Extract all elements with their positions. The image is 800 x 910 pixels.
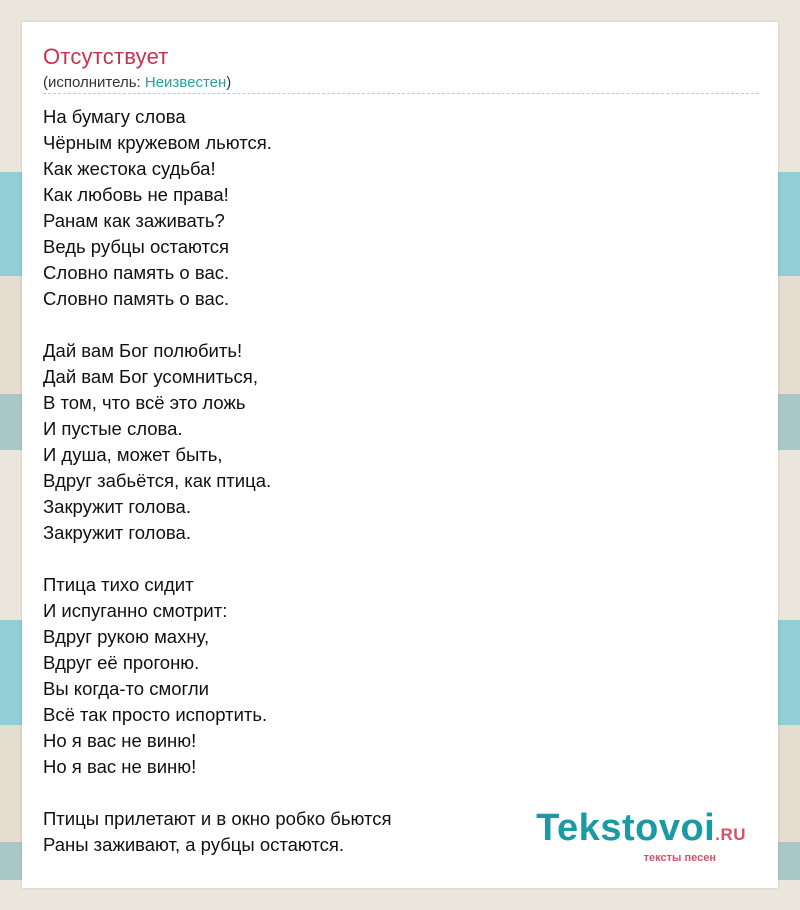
lyrics-line: И испуганно смотрит: xyxy=(43,600,228,621)
lyrics-line: Словно память о вас. xyxy=(43,288,230,309)
performer-line xyxy=(43,74,231,91)
lyrics-line: Как жестока судьба! xyxy=(43,158,216,179)
lyrics-line: Дай вам Бог полюбить! xyxy=(43,340,243,361)
song-title: Отсутствует xyxy=(43,44,169,69)
lyrics-line: Словно память о вас. xyxy=(43,262,230,283)
lyrics-stanza xyxy=(43,338,392,546)
lyrics-card xyxy=(22,22,778,888)
lyrics-body xyxy=(43,104,392,884)
lyrics-line: Вдруг забьётся, как птица. xyxy=(43,470,272,491)
lyrics-line: И душа, может быть, xyxy=(43,444,223,465)
lyrics-line: Закружит голова. xyxy=(43,496,191,517)
lyrics-line: Как любовь не права! xyxy=(43,184,229,205)
lyrics-line: Птицы прилетают и в окно робко бьются xyxy=(43,808,392,829)
lyrics-line: Птица тихо сидит xyxy=(43,574,194,595)
lyrics-stanza xyxy=(43,104,392,312)
lyrics-line: Вы когда-то смогли xyxy=(43,678,209,699)
lyrics-line: Чёрным кружевом льются. xyxy=(43,132,272,153)
lyrics-line: Раны заживают, а рубцы остаются. xyxy=(43,834,345,855)
performer-prefix: (исполнитель: xyxy=(43,74,145,91)
lyrics-line: Вдруг рукою махну, xyxy=(43,626,210,647)
logo-main-text: Tekstovoi xyxy=(536,807,716,849)
performer-suffix: ) xyxy=(226,74,232,91)
lyrics-line: И пустые слова. xyxy=(43,418,183,439)
lyrics-line: Но я вас не виню! xyxy=(43,730,197,751)
lyrics-line: Вдруг её прогоню. xyxy=(43,652,200,673)
performer-link[interactable]: Неизвестен xyxy=(144,74,227,91)
lyrics-line: В том, что всё это ложь xyxy=(43,392,246,413)
logo-tld: .RU xyxy=(715,825,746,844)
site-logo[interactable] xyxy=(536,807,746,864)
lyrics-line: Ранам как заживать? xyxy=(43,210,225,231)
lyrics-line: Закружит голова. xyxy=(43,522,191,543)
lyrics-line: Дай вам Бог усомниться, xyxy=(43,366,258,387)
lyrics-line: Но я вас не виню! xyxy=(43,756,197,777)
logo-wordmark xyxy=(536,807,746,852)
title-divider xyxy=(43,93,759,94)
logo-tagline: тексты песен xyxy=(643,852,716,864)
lyrics-line: На бумагу слова xyxy=(43,106,186,127)
lyrics-stanza xyxy=(43,806,392,858)
lyrics-line: Всё так просто испортить. xyxy=(43,704,268,725)
lyrics-stanza xyxy=(43,572,392,780)
lyrics-line: Ведь рубцы остаются xyxy=(43,236,230,257)
